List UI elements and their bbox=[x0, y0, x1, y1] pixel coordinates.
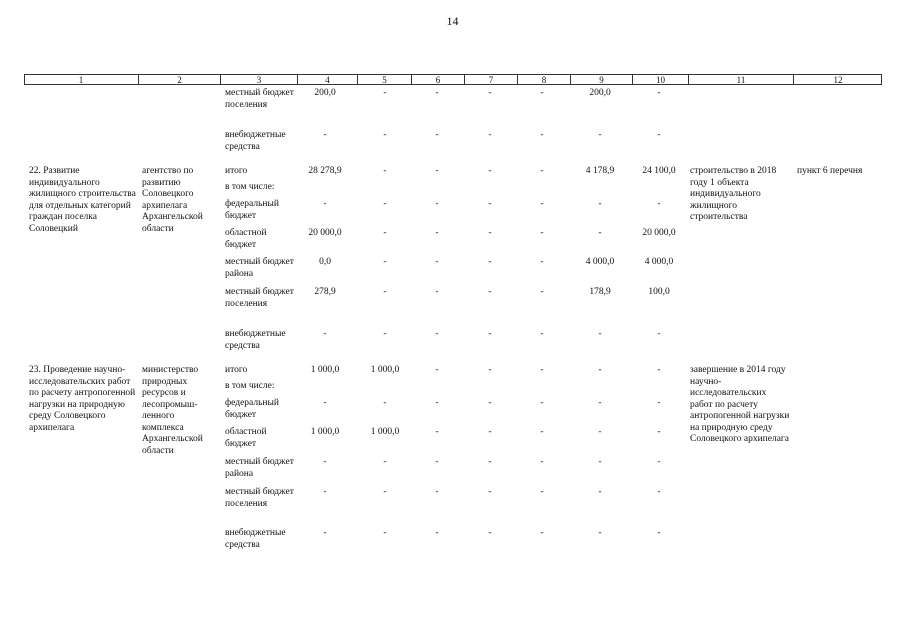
item23-row-0-c5: 1 000,0 bbox=[370, 365, 400, 375]
item23-row-3-c4: 1 000,0 bbox=[310, 427, 340, 437]
column-header-2: 2 bbox=[138, 75, 220, 84]
item22-row-6-c7: - bbox=[488, 329, 492, 339]
column-header-4: 4 bbox=[297, 75, 357, 84]
item23-executor: министерство природных ресурсов и лесопромыш-ленного комплекса Архангельской области bbox=[142, 365, 203, 456]
item23-source-3: областной бюджет bbox=[225, 427, 267, 449]
item23-source-5: местный бюджет поселения bbox=[225, 487, 294, 509]
item23-row-4-c4: - bbox=[323, 457, 327, 467]
item23-result: завершение в 2014 году научно-исследовательских работ по расчету антропогенной нагрузки на природную среду Соловецкого архипелага bbox=[690, 365, 790, 444]
item23-row-2-c7: - bbox=[488, 398, 492, 408]
item22-row-3-c10: 20 000,0 bbox=[642, 228, 676, 238]
top-row-0-c4: 200,0 bbox=[314, 88, 336, 98]
top-row-1-c10: - bbox=[657, 130, 661, 140]
item22-row-0-c10: 24 100,0 bbox=[642, 166, 676, 176]
item23-row-6-c7: - bbox=[488, 528, 492, 538]
item23-row-5-c8: - bbox=[540, 487, 544, 497]
top-row-0-c6: - bbox=[435, 88, 439, 98]
item22-row-4-c4: 0,0 bbox=[319, 257, 331, 267]
item23-source-6: внебюджетные средства bbox=[225, 528, 286, 550]
item22-row-4-c7: - bbox=[488, 257, 492, 267]
item23-row-0-c9: - bbox=[598, 365, 602, 375]
item22-row-3-c8: - bbox=[540, 228, 544, 238]
column-header-8: 8 bbox=[517, 75, 570, 84]
item22-row-0-c9: 4 178,9 bbox=[585, 166, 615, 176]
item22-row-5-c5: - bbox=[383, 287, 387, 297]
item23-source-4: местный бюджет района bbox=[225, 457, 294, 479]
item23-row-2-c8: - bbox=[540, 398, 544, 408]
item22-row-0-c4: 28 278,9 bbox=[308, 166, 342, 176]
item22-row-5-c8: - bbox=[540, 287, 544, 297]
item23-row-5-c7: - bbox=[488, 487, 492, 497]
item23-row-3-c6: - bbox=[435, 427, 439, 437]
item22-result: строительство в 2018 году 1 объекта индивидуального жилищного строительства bbox=[690, 166, 777, 222]
item23-row-4-c10: - bbox=[657, 457, 661, 467]
top-row-0-c7: - bbox=[488, 88, 492, 98]
item23-source-1: в том числе: bbox=[225, 381, 275, 391]
column-header-9: 9 bbox=[570, 75, 632, 84]
item22-row-2-c9: - bbox=[598, 199, 602, 209]
item23-row-3-c7: - bbox=[488, 427, 492, 437]
item23-row-0-c8: - bbox=[540, 365, 544, 375]
top-row-1-c5: - bbox=[383, 130, 387, 140]
item22-source-2: федеральный бюджет bbox=[225, 199, 279, 221]
item23-row-5-c6: - bbox=[435, 487, 439, 497]
item22-source-0: итого bbox=[225, 166, 248, 176]
item23-source-0: итого bbox=[225, 365, 248, 375]
top-source-1: внебюджетные средства bbox=[225, 130, 286, 152]
item22-row-4-c10: 4 000,0 bbox=[644, 257, 674, 267]
item22-row-4-c9: 4 000,0 bbox=[585, 257, 615, 267]
item23-row-0-c10: - bbox=[657, 365, 661, 375]
item22-row-2-c5: - bbox=[383, 199, 387, 209]
item23-row-3-c9: - bbox=[598, 427, 602, 437]
item23-row-2-c9: - bbox=[598, 398, 602, 408]
item22-row-5-c6: - bbox=[435, 287, 439, 297]
column-header-10: 10 bbox=[632, 75, 688, 84]
top-row-0-c9: 200,0 bbox=[589, 88, 611, 98]
item22-executor: агентство по развитию Соловецкого архипелага Архангельской области bbox=[142, 166, 203, 234]
item22-source-1: в том числе: bbox=[225, 182, 275, 192]
item22-row-3-c5: - bbox=[383, 228, 387, 238]
item23-row-4-c7: - bbox=[488, 457, 492, 467]
item23-row-3-c5: 1 000,0 bbox=[370, 427, 400, 437]
top-row-1-c6: - bbox=[435, 130, 439, 140]
item23-row-5-c4: - bbox=[323, 487, 327, 497]
item23-row-6-c4: - bbox=[323, 528, 327, 538]
column-header-12: 12 bbox=[793, 75, 882, 84]
item23-row-0-c4: 1 000,0 bbox=[310, 365, 340, 375]
item23-name: 23. Проведение научно-исследовательских работ по расчету антропогенной нагрузки на природную среду Соловецкого архипелага bbox=[29, 365, 136, 433]
item22-source-3: областной бюджет bbox=[225, 228, 267, 250]
item22-row-5-c7: - bbox=[488, 287, 492, 297]
item23-row-2-c10: - bbox=[657, 398, 661, 408]
item22-source-4: местный бюджет района bbox=[225, 257, 294, 279]
item23-row-6-c5: - bbox=[383, 528, 387, 538]
item22-row-2-c6: - bbox=[435, 199, 439, 209]
item22-row-6-c10: - bbox=[657, 329, 661, 339]
column-header-3: 3 bbox=[220, 75, 297, 84]
item22-row-4-c5: - bbox=[383, 257, 387, 267]
item23-row-5-c9: - bbox=[598, 487, 602, 497]
item22-row-3-c6: - bbox=[435, 228, 439, 238]
item22-row-6-c9: - bbox=[598, 329, 602, 339]
item22-row-6-c8: - bbox=[540, 329, 544, 339]
column-header-1: 1 bbox=[78, 75, 84, 85]
item22-source-5: местный бюджет поселения bbox=[225, 287, 294, 309]
item23-row-4-c5: - bbox=[383, 457, 387, 467]
item22-row-2-c4: - bbox=[323, 199, 327, 209]
item22-source-6: внебюджетные средства bbox=[225, 329, 286, 351]
column-header-11: 11 bbox=[688, 75, 793, 84]
top-row-1-c9: - bbox=[598, 130, 602, 140]
item22-name: 22. Развитие индивидуального жилищного строительства для отдельных категорий граждан поселка Соловецкий bbox=[29, 166, 136, 234]
item23-row-6-c9: - bbox=[598, 528, 602, 538]
item22-row-5-c10: 100,0 bbox=[648, 287, 670, 297]
item22-row-6-c4: - bbox=[323, 329, 327, 339]
item22-reference: пункт 6 перечня bbox=[797, 166, 863, 176]
item23-row-3-c10: - bbox=[657, 427, 661, 437]
item22-row-0-c8: - bbox=[540, 166, 544, 176]
item23-row-5-c10: - bbox=[657, 487, 661, 497]
item22-row-4-c8: - bbox=[540, 257, 544, 267]
item23-row-6-c6: - bbox=[435, 528, 439, 538]
item23-row-6-c8: - bbox=[540, 528, 544, 538]
item23-row-2-c6: - bbox=[435, 398, 439, 408]
item22-row-0-c7: - bbox=[488, 166, 492, 176]
item23-row-5-c5: - bbox=[383, 487, 387, 497]
item23-row-0-c7: - bbox=[488, 365, 492, 375]
item22-row-0-c5: - bbox=[383, 166, 387, 176]
item22-row-3-c7: - bbox=[488, 228, 492, 238]
top-row-1-c8: - bbox=[540, 130, 544, 140]
item22-row-2-c8: - bbox=[540, 199, 544, 209]
item22-row-6-c5: - bbox=[383, 329, 387, 339]
column-header-6: 6 bbox=[411, 75, 464, 84]
top-source-0: местный бюджет поселения bbox=[225, 88, 294, 110]
item23-row-4-c9: - bbox=[598, 457, 602, 467]
item23-row-6-c10: - bbox=[657, 528, 661, 538]
top-row-0-c10: - bbox=[657, 88, 661, 98]
item23-row-2-c5: - bbox=[383, 398, 387, 408]
table-header bbox=[24, 74, 882, 85]
item23-row-0-c6: - bbox=[435, 365, 439, 375]
item23-source-2: федеральный бюджет bbox=[225, 398, 279, 420]
page-number: 14 bbox=[446, 14, 459, 28]
column-header-5: 5 bbox=[357, 75, 411, 84]
item22-row-5-c4: 278,9 bbox=[314, 287, 336, 297]
item23-row-3-c8: - bbox=[540, 427, 544, 437]
item23-row-4-c8: - bbox=[540, 457, 544, 467]
item23-row-4-c6: - bbox=[435, 457, 439, 467]
item23-row-2-c4: - bbox=[323, 398, 327, 408]
item22-row-3-c4: 20 000,0 bbox=[308, 228, 342, 238]
item22-row-3-c9: - bbox=[598, 228, 602, 238]
top-row-0-c5: - bbox=[383, 88, 387, 98]
item22-row-2-c7: - bbox=[488, 199, 492, 209]
top-row-1-c4: - bbox=[323, 130, 327, 140]
item22-row-2-c10: - bbox=[657, 199, 661, 209]
top-row-1-c7: - bbox=[488, 130, 492, 140]
item22-row-4-c6: - bbox=[435, 257, 439, 267]
column-header-7: 7 bbox=[464, 75, 517, 84]
item22-row-5-c9: 178,9 bbox=[589, 287, 611, 297]
top-row-0-c8: - bbox=[540, 88, 544, 98]
item22-row-0-c6: - bbox=[435, 166, 439, 176]
item22-row-6-c6: - bbox=[435, 329, 439, 339]
